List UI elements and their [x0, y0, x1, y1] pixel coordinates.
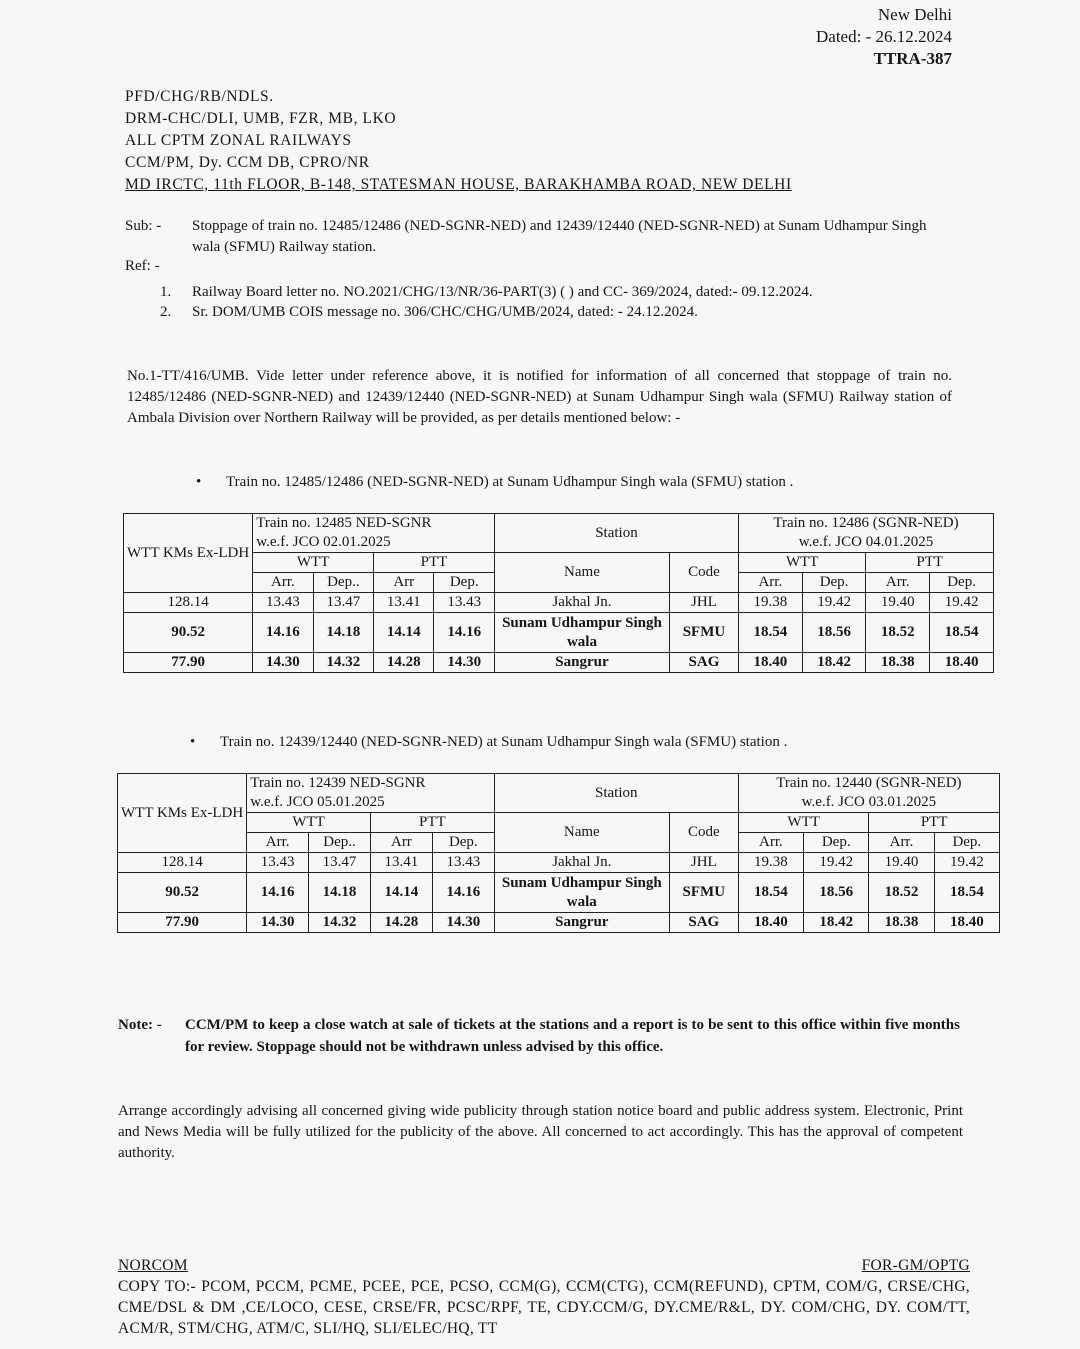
bullet-item: • Train no. 12485/12486 (NED-SGNR-NED) at Sunam Udhampur Singh wala (SFMU) station .	[196, 474, 794, 490]
code-header: Code	[669, 553, 738, 593]
dep-header: Dep.	[434, 573, 494, 593]
dep-header: Dep.	[432, 833, 494, 853]
reference-num: 1.	[160, 284, 172, 300]
reference-item	[160, 304, 698, 321]
address-line: ALL CPTM ZONAL RAILWAYS	[125, 132, 352, 149]
wtt-header: WTT	[738, 553, 865, 573]
arr-header: Arr.	[866, 573, 930, 593]
wtt-header: WTT	[247, 813, 371, 833]
arr-header: Arr.	[247, 833, 309, 853]
arr-header: Arr	[370, 833, 432, 853]
table-row: 90.52 14.16 14.18 14.14 14.16 Sunam Udhampur Singh wala SFMU 18.54 18.56 18.52 18.54	[118, 873, 1000, 913]
name-header: Name	[494, 553, 669, 593]
station-header: Station	[494, 774, 738, 813]
reference-text: Railway Board letter no. NO.2021/CHG/13/NR/36-PART(3) ( ) and CC- 369/2024, dated:- 09.12.2024.	[192, 284, 813, 300]
ptt-header: PTT	[370, 813, 494, 833]
address-list	[125, 86, 792, 196]
arr-header: Arr.	[738, 573, 802, 593]
ref-number: TTRA-387	[873, 49, 952, 68]
km-header: WTT KMs Ex-LDH	[118, 774, 247, 853]
dep-header: Dep..	[313, 573, 373, 593]
km-header: WTT KMs Ex-LDH	[124, 514, 253, 593]
bullet-item: • Train no. 12439/12440 (NED-SGNR-NED) at Sunam Udhampur Singh wala (SFMU) station .	[190, 734, 788, 750]
subject-label: Sub: -	[125, 218, 162, 234]
closing-paragraph: Arrange accordingly advising all concerned giving wide publicity through station notice board and public address system. Electronic, Print and News Media will be fully utilized for the publicity of the above. All concerned to act accordingly. This has the approval of competent authority.	[118, 1103, 963, 1161]
name-header: Name	[494, 813, 669, 853]
timetable-1	[123, 513, 994, 673]
station-header: Station	[494, 514, 738, 553]
dep-header: Dep..	[309, 833, 371, 853]
reference-label: Ref: -	[125, 258, 160, 274]
address-line: PFD/CHG/RB/NDLS.	[125, 88, 274, 105]
dep-header: Dep.	[804, 833, 869, 853]
subject-text: Stoppage of train no. 12485/12486 (NED-SGNR-NED) and 12439/12440 (NED-SGNR-NED) at Sunam Udhampur Singh wala (SFMU) Railway station.	[192, 218, 927, 255]
address-line: CCM/PM, Dy. CCM DB, CPRO/NR	[125, 154, 370, 171]
up-train-title: Train no. 12486 (SGNR-NED) w.e.f. JCO 04.01.2025	[738, 514, 993, 553]
address-line: MD IRCTC, 11th FLOOR, B-148, STATESMAN HOUSE, BARAKHAMBA ROAD, NEW DELHI	[125, 176, 792, 193]
arr-header: Arr.	[869, 833, 934, 853]
ptt-header: PTT	[866, 553, 994, 573]
up-train-title: Train no. 12440 (SGNR-NED) w.e.f. JCO 03.01.2025	[738, 774, 999, 813]
table-row: 128.14 13.43 13.47 13.41 13.43 Jakhal Jn. JHL 19.38 19.42 19.40 19.42	[124, 593, 994, 613]
bullet-text: Train no. 12485/12486 (NED-SGNR-NED) at Sunam Udhampur Singh wala (SFMU) station .	[226, 474, 794, 490]
timetable-2	[117, 773, 1000, 933]
arr-header: Arr.	[738, 833, 803, 853]
dep-header: Dep.	[934, 833, 999, 853]
address-line: DRM-CHC/DLI, UMB, FZR, MB, LKO	[125, 110, 397, 127]
footer-left: NORCOM	[118, 1257, 188, 1274]
table-row: 77.90 14.30 14.32 14.28 14.30 Sangrur SAG 18.40 18.42 18.38 18.40	[118, 913, 1000, 933]
copy-to: COPY TO:- PCOM, PCCM, PCME, PCEE, PCE, PCSO, CCM(G), CCM(CTG), CCM(REFUND), CPTM, COM/G, CRSE/CHG, CME/DSL & DM ,CE/LOCO, CESE, CRSE/FR, PCSC/RPF, TE, CDY.CCM/G, DY.CME/R&L, DY. COM/CHG, DY. COM/TT, ACM/R, STM/CHG, ATM/C, SLI/HQ, SLI/ELEC/HQ, TT	[118, 1278, 970, 1337]
bullet-text: Train no. 12439/12440 (NED-SGNR-NED) at Sunam Udhampur Singh wala (SFMU) station .	[220, 734, 788, 750]
down-train-title: Train no. 12439 NED-SGNR w.e.f. JCO 05.01.2025	[247, 774, 495, 813]
wtt-header: WTT	[253, 553, 374, 573]
body-paragraph: No.1-TT/416/UMB. Vide letter under reference above, it is notified for information of all concerned that stoppage of train no. 12485/12486 (NED-SGNR-NED) and 12439/12440 (NED-SGNR-NED) at Sunam Udhampur Singh wala (SFMU) Railway station of Ambala Division over Northern Railway will be provided, as per details mentioned below: -	[127, 368, 952, 426]
reference-text: Sr. DOM/UMB COIS message no. 306/CHC/CHG/UMB/2024, dated: - 24.12.2024.	[192, 304, 698, 320]
reference-num: 2.	[160, 304, 172, 320]
dep-header: Dep.	[802, 573, 866, 593]
ptt-header: PTT	[869, 813, 1000, 833]
table-row: 128.14 13.43 13.47 13.41 13.43 Jakhal Jn. JHL 19.38 19.42 19.40 19.42	[118, 853, 1000, 873]
ptt-header: PTT	[374, 553, 495, 573]
down-train-title: Train no. 12485 NED-SGNR w.e.f. JCO 02.01.2025	[253, 514, 495, 553]
note-label: Note: -	[118, 1017, 162, 1033]
reference-item	[160, 284, 813, 301]
place: New Delhi	[877, 5, 952, 24]
letter-header	[816, 4, 952, 70]
footer	[118, 1255, 970, 1339]
footer-right: FOR-GM/OPTG	[861, 1257, 970, 1274]
note-text: CCM/PM to keep a close watch at sale of tickets at the stations and a report is to be sent to this office within five months for review. Stoppage should not be withdrawn unless advised by this office.	[185, 1017, 960, 1055]
date: Dated: - 26.12.2024	[816, 27, 952, 46]
table-row: 77.90 14.30 14.32 14.28 14.30 Sangrur SAG 18.40 18.42 18.38 18.40	[124, 653, 994, 673]
table-row: 90.52 14.16 14.18 14.14 14.16 Sunam Udhampur Singh wala SFMU 18.54 18.56 18.52 18.54	[124, 613, 994, 653]
arr-header: Arr.	[253, 573, 313, 593]
dep-header: Dep.	[930, 573, 994, 593]
code-header: Code	[669, 813, 738, 853]
wtt-header: WTT	[738, 813, 869, 833]
arr-header: Arr	[374, 573, 434, 593]
